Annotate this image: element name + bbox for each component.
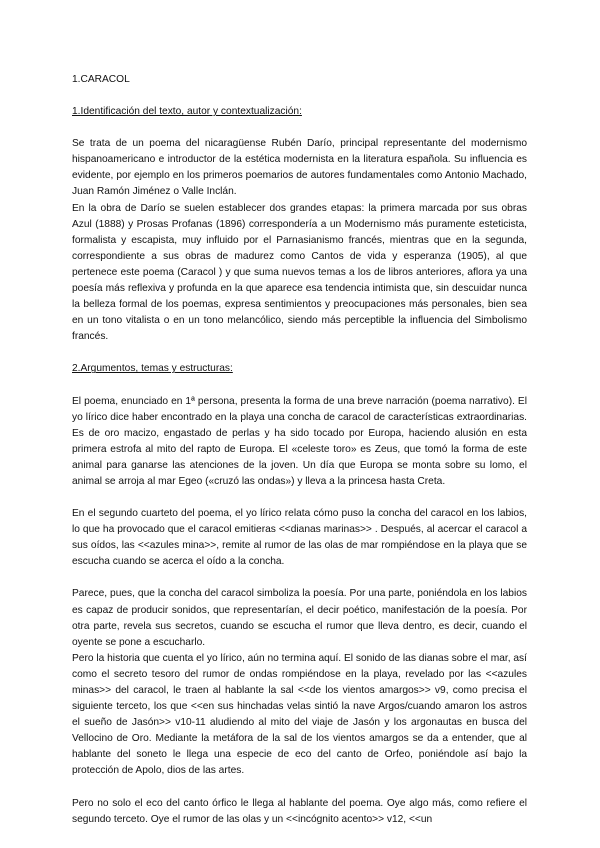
- paragraph: Pero la historia que cuenta el yo lírico, aún no termina aquí. El sonido de las dianas sobre el mar, así como el secreto tesoro del rumor de ondas rompiéndose en la playa, revelado por las <<azules minas>> del caracol, le traen al hablante la sal <<de los vientos amargos>> v9, como precisa el siguiente terceto, los que <<en sus hinchadas velas sintió la nave Argos/cuando amaron los astros el sueño de Jasón>> v10-11 aludiendo al mito del viaje de Jasón y los argonautas en busca del Vellocino de Oro. Mediante la metáfora de la sal de los vientos amargos se da a entender, que al hablante del soneto le llega una especie de eco del canto de Orfeo, poniéndole así bajo la protección de Apolo, dios de las artes.: [72, 652, 527, 777]
- paragraph: El poema, enunciado en 1ª persona, presenta la forma de una breve narración (poema narrativo). El yo lírico dice haber encontrado en la playa una concha de caracol de características extraordinarias. Es de oro macizo, engastado de perlas y ha sido tocado por Europa, haciendo alusión en esta primera estrofa al mito del rapto de Europa. El «celeste toro» es Zeus, que tomó la forma de este animal para ganarse las atenciones de la joven. Un día que Europa se monta sobre su lomo, el animal se arroja al mar Egeo («cruzó las ondas») y lleva a la princesa hasta Creta.: [72, 395, 527, 487]
- paragraph: En la obra de Darío se suelen establecer dos grandes etapas: la primera marcada por sus obras Azul (1888) y Prosas Profanas (1896) correspondería a un Modernismo más puramente esteticista, formalista y escapista, muy influido por el Parnasianismo francés, mientras que en la segunda, correspondiente a sus obras de madurez como Cantos de vida y esperanza (1905), al que pertenece este poema (Caracol ) y que suma nuevos temas a los de libros anteriores, aflora ya una poesía más reflexiva y profunda en la que aparece esa tendencia intimista que, sin descuidar nunca la belleza formal de los poemas, expresa sentimientos y preocupaciones más personales, bien sea en un tono vitalista o en un tono melancólico, siendo más perceptible la influencia del Simbolismo francés.: [72, 202, 527, 343]
- document-title: 1.CARACOL: [72, 74, 130, 85]
- paragraph: En el segundo cuarteto del poema, el yo lírico relata cómo puso la concha del caracol en los labios, lo que ha provocado que el caracol emitieras <<dianas marinas>> . Después, al acercar el caracol a sus oídos, las <<azules mina>>, remite al rumor de las olas de mar rompiéndose en la playa que se escucha cuando se acerca el oído a la concha.: [72, 508, 527, 568]
- paragraph: Se trata de un poema del nicaragüense Rubén Darío, principal representante del modernismo hispanoamericano e introductor de la estética modernista en la literatura española. Su influencia es evidente, por ejemplo en los primeros poemarios de autores fundamentales como Antonio Machado, Juan Ramón Jiménez o Valle Inclán.: [72, 138, 527, 198]
- paragraph: Parece, pues, que la concha del caracol simboliza la poesía. Por una parte, poniéndola en los labios es capaz de producir sonidos, que representarían, el decir poético, manifestación de la poesía. Por otra parte, revela sus secretos, cuando se escucha el rumor que lleva dentro, es decir, cuando el oyente se pone a escucharlo.: [72, 588, 527, 648]
- document-page: [72, 72, 527, 828]
- section-heading-arguments: 2.Argumentos, temas y estructuras:: [72, 363, 233, 375]
- section-heading-identification: 1.Identificación del texto, autor y contextualización:: [72, 106, 302, 118]
- paragraph: Pero no solo el eco del canto órfico le llega al hablante del poema. Oye algo más, como refiere el segundo terceto. Oye el rumor de las olas y un <<incógnito acento>> v12, <<un: [72, 797, 527, 825]
